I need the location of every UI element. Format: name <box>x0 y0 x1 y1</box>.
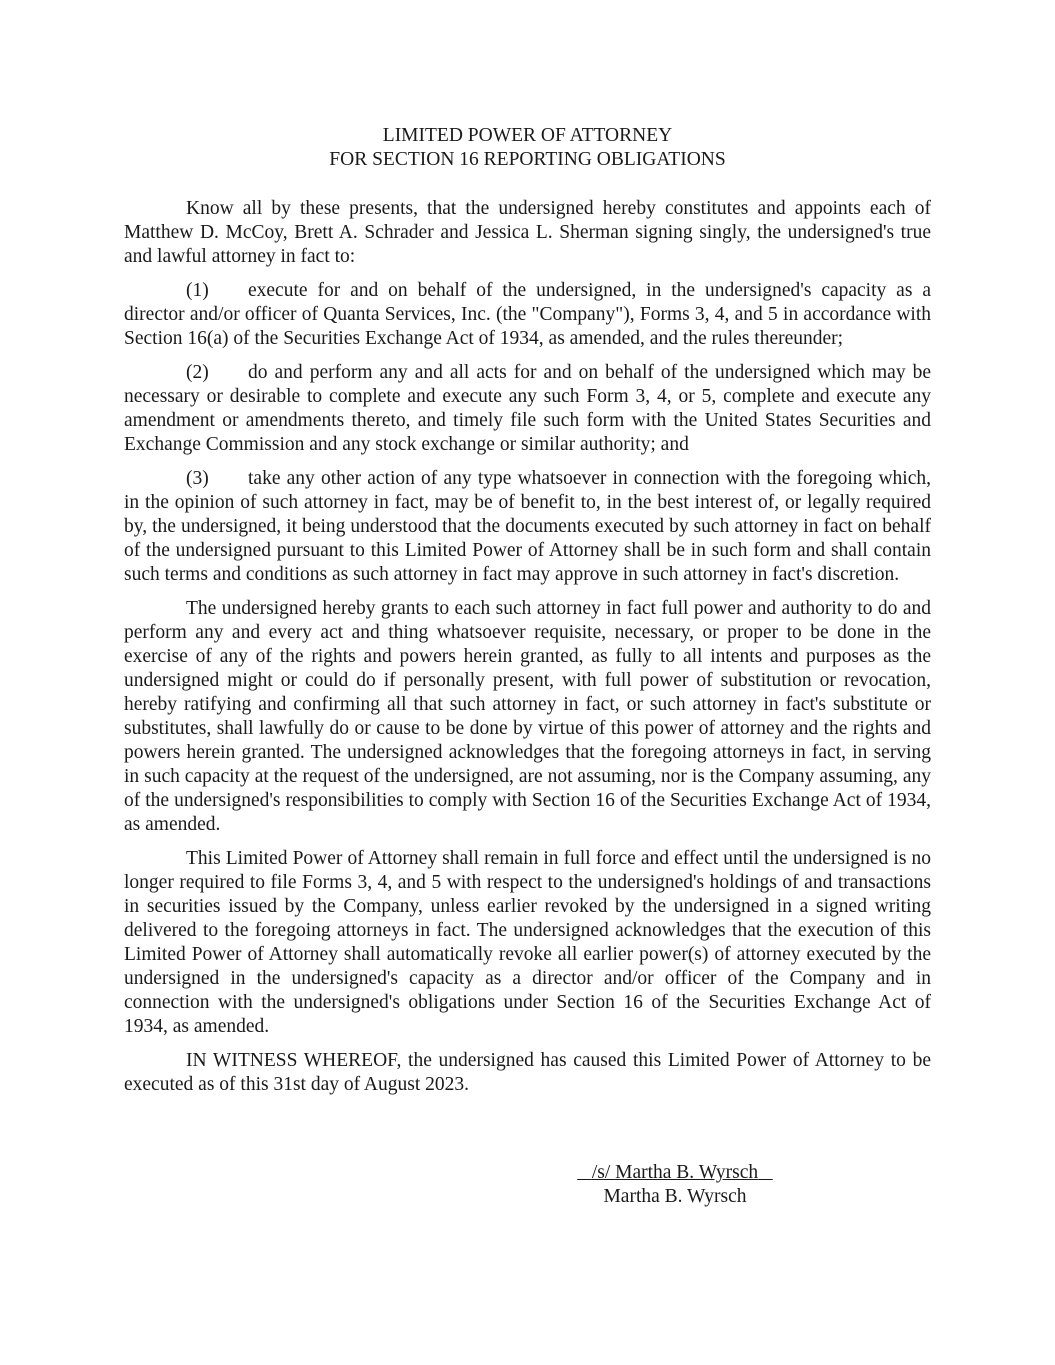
list-item <box>124 279 931 351</box>
item-text: do and perform any and all acts for and on behalf of the undersigned which may be necessary or desirable to complete and execute any such Form 3, 4, or 5, complete and execute any amendment or amendments thereto, and timely file such form with the United States Securities and Exchange Commission and any stock exchange or similar authority; and <box>124 362 931 455</box>
document-title <box>124 124 931 172</box>
item-number: (2) <box>186 362 209 383</box>
list-item <box>124 467 931 587</box>
document-body <box>124 197 931 1097</box>
item-number: (3) <box>186 468 209 489</box>
signature: /s/ Martha B. Wyrsch <box>591 1162 759 1183</box>
intro-paragraph: Know all by these presents, that the undersigned hereby constitutes and appoints each of Matthew D. McCoy, Brett A. Schrader and Jessica L. Sherman signing singly, the undersigned's true and lawful attorney in fact to: <box>124 198 931 267</box>
item-number: (1) <box>186 280 209 301</box>
list-item <box>124 361 931 457</box>
duration-paragraph: This Limited Power of Attorney shall remain in full force and effect until the undersigned is no longer required to file Forms 3, 4, and 5 with respect to the undersigned's holdings of and transactions in securities issued by the Company, unless earlier revoked by the undersigned in a signed writing delivered to the foregoing attorneys in fact. The undersigned acknowledges that the execution of this Limited Power of Attorney shall automatically revoke all earlier power(s) of attorney executed by the undersigned in the undersigned's capacity as a director and/or officer of the Company and in connection with the undersigned's obligations under Section 16 of the Securities Exchange Act of 1934, as amended. <box>124 848 931 1037</box>
grant-paragraph: The undersigned hereby grants to each such attorney in fact full power and authority to do and perform any and every act and thing whatsoever requisite, necessary, or proper to be done in the exercise of any of the rights and powers herein granted, as fully to all intents and purposes as the undersigned might or could do if personally present, with full power of substitution or revocation, hereby ratifying and confirming all that such attorney in fact, or such attorney in fact's substitute or substitutes, shall lawfully do or cause to be done by virtue of this power of attorney and the rights and powers herein granted. The undersigned acknowledges that the foregoing attorneys in fact, in serving in such capacity at the request of the undersigned, are not assuming, nor is the Company assuming, any of the undersigned's responsibilities to comply with Section 16 of the Securities Exchange Act of 1934, as amended. <box>124 598 931 835</box>
signatory-name: Martha B. Wyrsch <box>603 1186 747 1207</box>
title-line-1: LIMITED POWER OF ATTORNEY <box>382 125 673 146</box>
item-text: execute for and on behalf of the undersigned, in the undersigned's capacity as a director and/or officer of Quanta Services, Inc. (the "Company"), Forms 3, 4, and 5 in accordance with Section 16(a) of the Securities Exchange Act of 1934, as amended, and the rules thereunder; <box>124 280 931 349</box>
item-text: take any other action of any type whatsoever in connection with the foregoing which, in the opinion of such attorney in fact, may be of benefit to, in the best interest of, or legally required by, the undersigned, it being understood that the documents executed by such attorney in fact on behalf of the undersigned pursuant to this Limited Power of Attorney shall be in such form and shall contain such terms and conditions as such attorney in fact may approve in such attorney in fact's discretion. <box>124 468 931 585</box>
document-page <box>124 124 931 1107</box>
signature-block <box>558 1161 792 1209</box>
witness-paragraph: IN WITNESS WHEREOF, the undersigned has caused this Limited Power of Attorney to be executed as of this 31st day of August 2023. <box>124 1050 931 1095</box>
title-line-2: FOR SECTION 16 REPORTING OBLIGATIONS <box>329 149 726 170</box>
signature-line <box>558 1161 792 1185</box>
